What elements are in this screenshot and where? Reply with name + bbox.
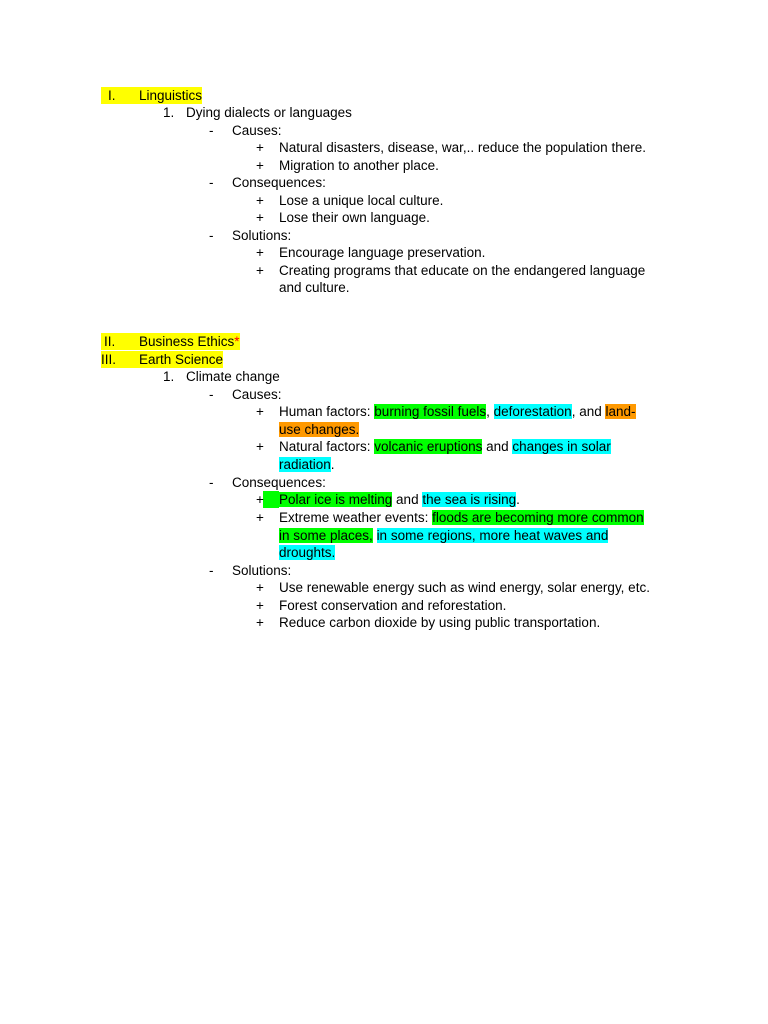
s1-cause-1: Natural disasters, disease, war,.. reduce the population there. — [279, 140, 646, 155]
s3-solution-1: Use renewable energy such as wind energy, solar energy, etc. — [279, 580, 650, 595]
sep: , and — [571, 404, 606, 419]
s1-consequence-2: Lose their own language. — [279, 210, 430, 225]
highlight-heat-waves-2: droughts. — [279, 545, 336, 560]
s3-consequence-1 — [279, 491, 520, 508]
highlight-sea-rising: the sea is rising — [422, 492, 517, 507]
highlight-polar-ice: Polar ice is melting — [279, 492, 393, 507]
section-2-title: Business Ethics — [139, 334, 235, 349]
s1-solution-1: Encourage language preservation. — [279, 245, 486, 260]
natural-factors-label: Natural factors: — [279, 439, 375, 454]
s3-causes-label: Causes: — [232, 387, 282, 402]
s3-solution-3-bullet: + — [256, 615, 264, 630]
s3-consequence-2-line-2 — [279, 527, 608, 544]
section-3-title: Earth Science — [133, 351, 223, 368]
s3-cause-2-line-2 — [279, 456, 335, 473]
highlight-volcanic-eruptions: volcanic eruptions — [374, 439, 483, 454]
s3-cause-1-line-1 — [279, 403, 636, 420]
sep — [373, 528, 377, 543]
section-2-title-wrap — [133, 333, 240, 350]
highlight-floods-1: floods are becoming more common — [432, 510, 644, 525]
s3-consequences-label: Consequences: — [232, 475, 326, 490]
section-2-star: * — [234, 334, 240, 349]
sep: and — [482, 439, 513, 454]
s3-causes-dash: - — [209, 387, 214, 402]
s3-consequence-2-line-1 — [279, 509, 644, 526]
extreme-weather-label: Extreme weather events: — [279, 510, 433, 525]
s3-cause-2-bullet: + — [256, 439, 264, 454]
s1-consequence-1: Lose a unique local culture. — [279, 193, 444, 208]
s3-cause-1-line-2 — [279, 421, 359, 438]
s1-consequences-label: Consequences: — [232, 175, 326, 190]
section-2-numeral: II. — [104, 334, 116, 349]
s1-consequence-1-bullet: + — [256, 193, 264, 208]
s1-consequences-dash: - — [209, 175, 214, 190]
s3-consequence-2-bullet: + — [256, 510, 264, 525]
s1-cause-2-bullet: + — [256, 158, 264, 173]
s1-cause-1-bullet: + — [256, 140, 264, 155]
s3-consequence-2-line-3 — [279, 544, 335, 561]
period: . — [516, 492, 520, 507]
section-3-numeral: III. — [101, 352, 117, 367]
highlight-land-use-2: use changes. — [279, 422, 360, 437]
s3-solution-3: Reduce carbon dioxide by using public transportation. — [279, 615, 601, 630]
s3-consequence-1-bullet: + — [256, 492, 264, 507]
highlight-heat-waves-1: in some regions, more heat waves and — [376, 528, 609, 543]
polar-bullet-highlight — [263, 491, 279, 508]
highlight-solar-2: radiation — [279, 457, 331, 472]
s1-topic-number: 1. — [163, 105, 175, 120]
s1-solution-2-line-1: Creating programs that educate on the endangered language — [279, 263, 646, 278]
s3-solutions-label: Solutions: — [232, 563, 292, 578]
s1-solution-2-line-2: and culture. — [279, 280, 350, 295]
highlight-land-use-1: land- — [605, 404, 636, 419]
s3-topic-number: 1. — [163, 369, 175, 384]
section-1-numeral-highlight — [101, 87, 133, 104]
s3-consequences-dash: - — [209, 475, 214, 490]
highlight-floods-2: in some places, — [279, 528, 373, 543]
s1-topic-title: Dying dialects or languages — [186, 105, 352, 120]
s3-topic-title: Climate change — [186, 369, 280, 384]
s1-cause-2: Migration to another place. — [279, 158, 439, 173]
highlight-deforestation: deforestation — [493, 404, 572, 419]
s1-solution-2-bullet: + — [256, 263, 264, 278]
s1-causes-label: Causes: — [232, 123, 282, 138]
period: . — [330, 457, 335, 472]
s3-solution-2: Forest conservation and reforestation. — [279, 598, 507, 613]
highlight-burning-fossil-fuels: burning fossil fuels — [374, 404, 487, 419]
human-factors-label: Human factors: — [279, 404, 375, 419]
s3-cause-1-bullet: + — [256, 404, 264, 419]
s1-solutions-label: Solutions: — [232, 228, 292, 243]
s3-solutions-dash: - — [209, 563, 214, 578]
section-1-numeral: I. — [108, 88, 116, 103]
s1-solution-1-bullet: + — [256, 245, 264, 260]
s3-solution-1-bullet: + — [256, 580, 264, 595]
highlight-solar-1: changes in solar — [512, 439, 611, 454]
s1-solutions-dash: - — [209, 228, 214, 243]
s1-consequence-2-bullet: + — [256, 210, 264, 225]
s1-causes-dash: - — [209, 123, 214, 138]
sep: and — [392, 492, 423, 507]
sep: , — [486, 404, 494, 419]
s3-cause-2-line-1 — [279, 438, 611, 455]
section-1-title: Linguistics — [133, 87, 202, 104]
s3-solution-2-bullet: + — [256, 598, 264, 613]
